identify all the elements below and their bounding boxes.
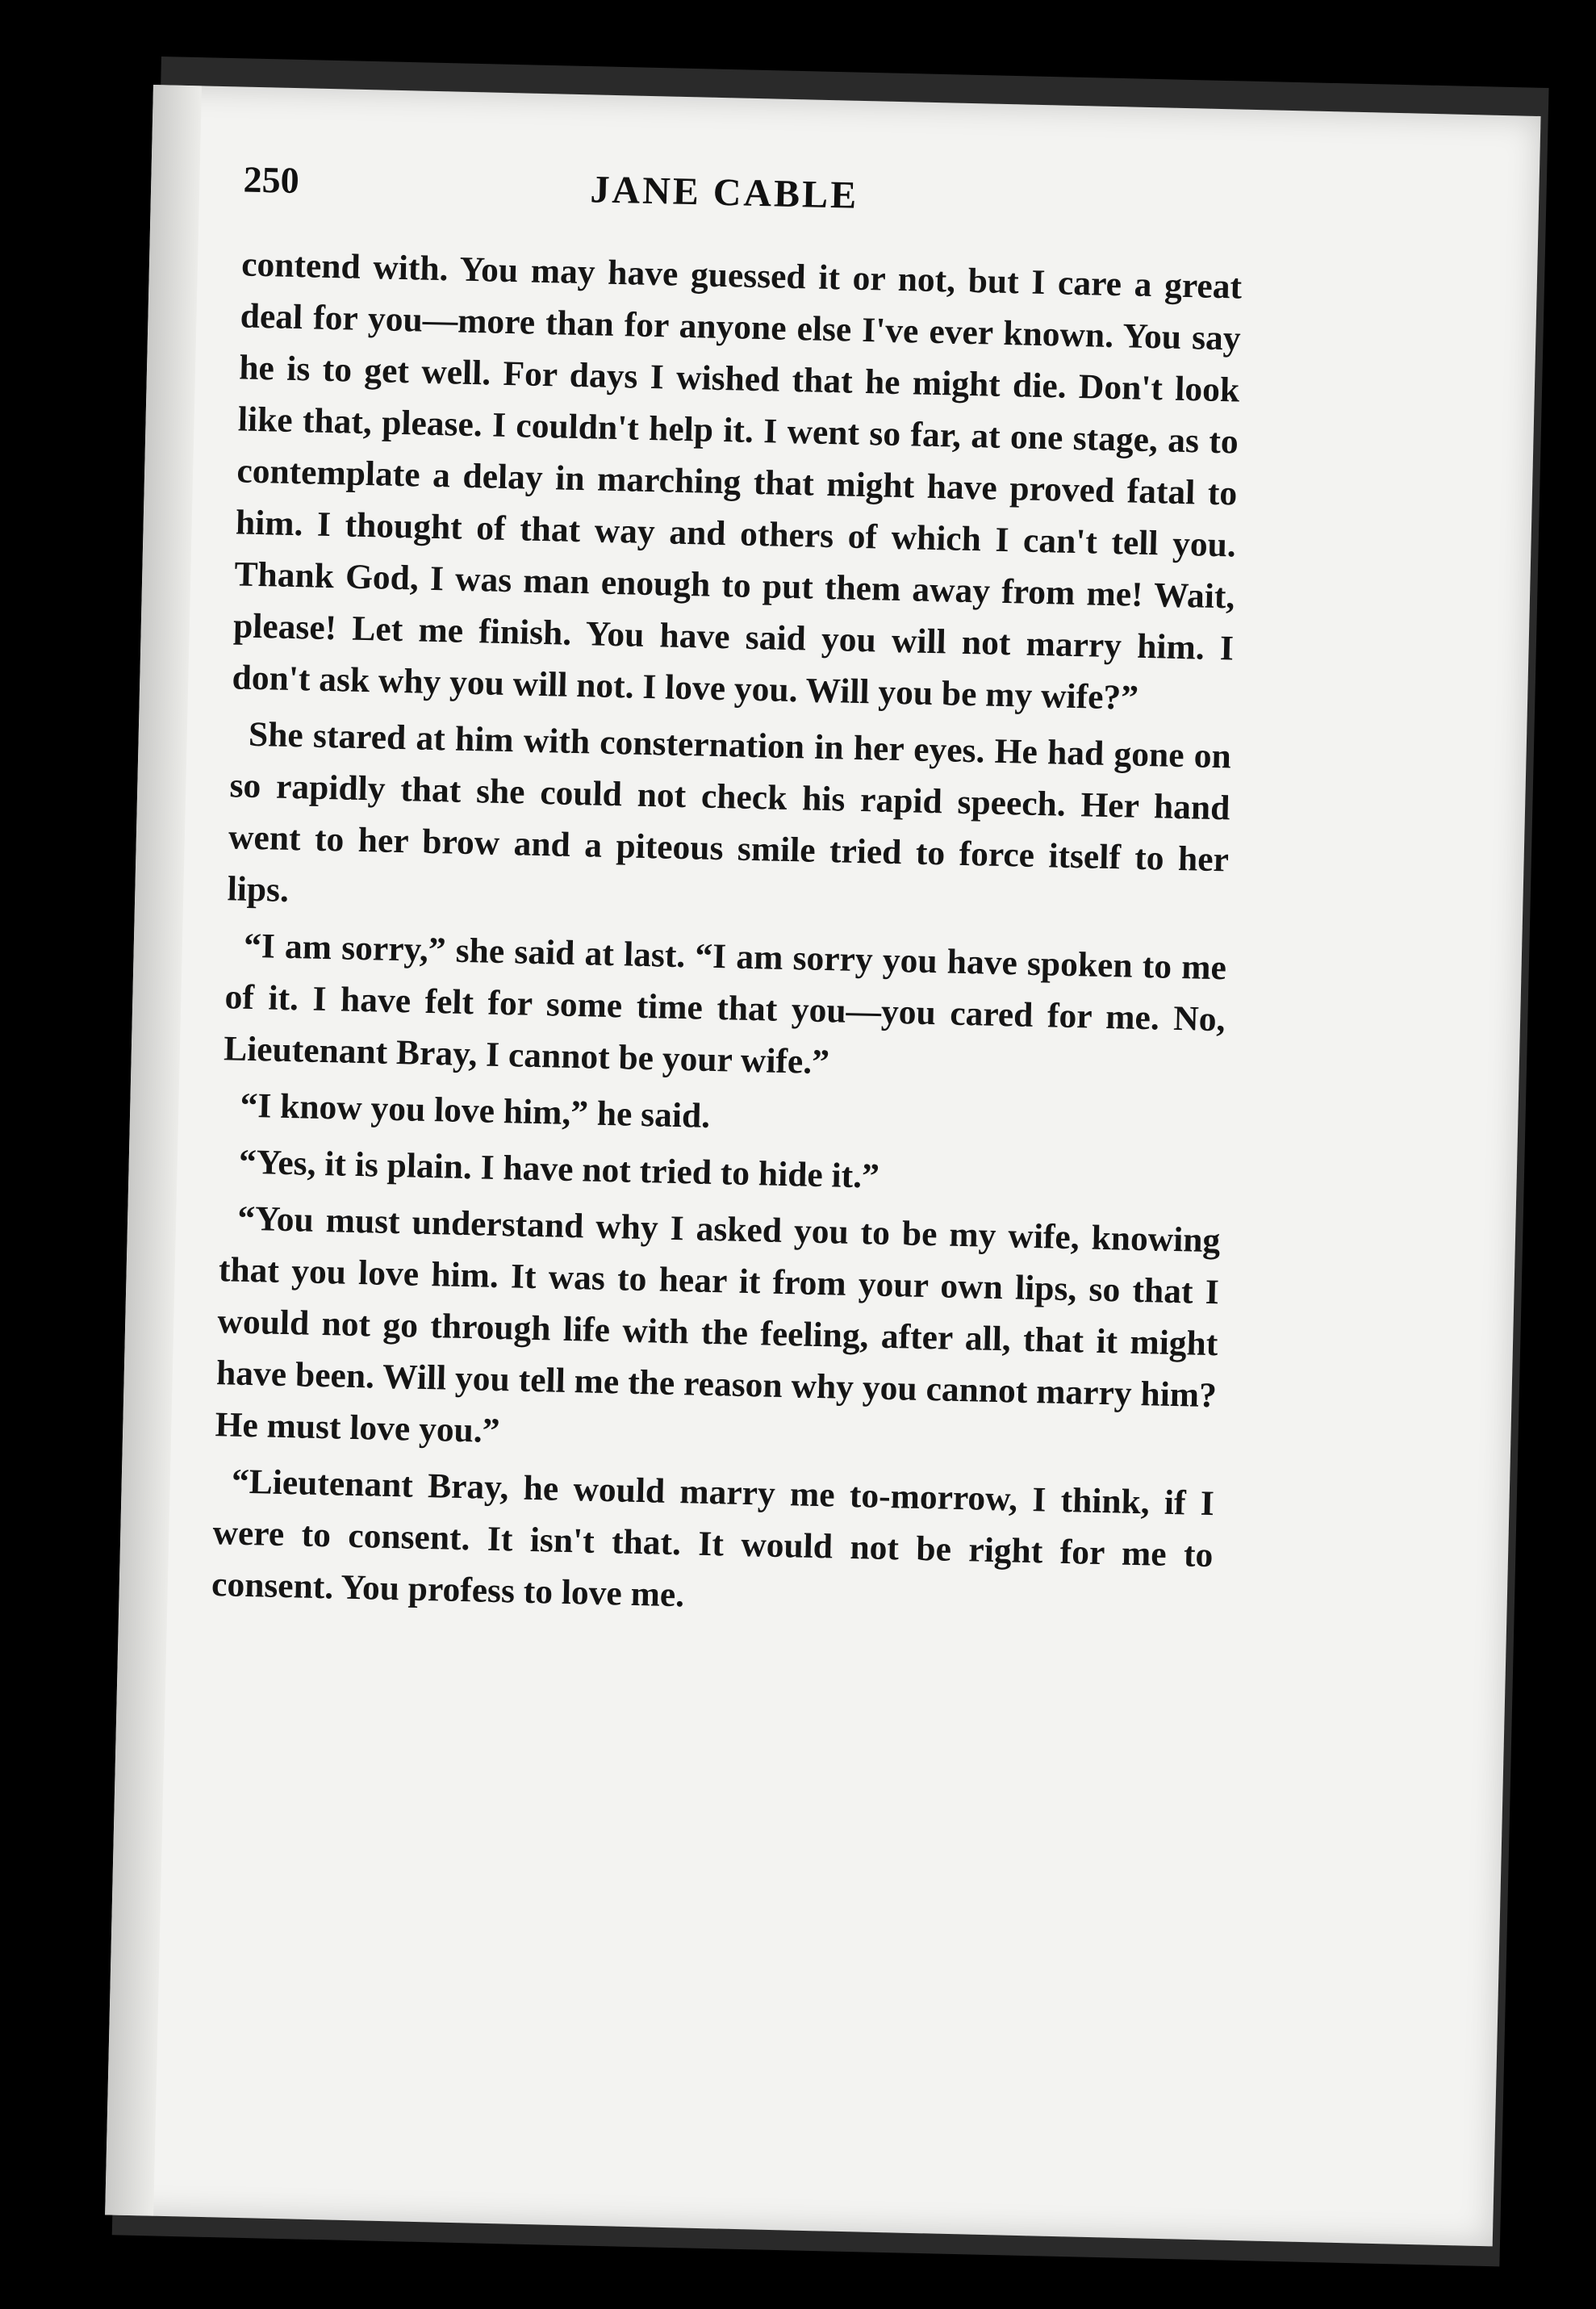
- paragraph: She stared at him with consternation in her eyes. He had gone on so rapidly that she could not check his rapid speech. Her hand went to her brow and a piteous smile tried to force itself to her lips.: [227, 714, 1232, 910]
- page-number: 250: [243, 158, 300, 202]
- paragraph: “I am sorry,” she said at last. “I am sorry you have spoken to me of it. I have felt for some time that you—you cared for me. No, Lieutenant Bray, I cannot be your wife.”: [223, 926, 1227, 1082]
- page-header: [242, 157, 1293, 253]
- body-text: [211, 238, 1242, 1638]
- paragraph: “I know you love him,” he said.: [240, 1085, 711, 1136]
- paragraph: “You must understand why I asked you to be my wife, knowing that you love him. It was to hear it from your own lips, so that I would not go through life with the feeling, after all, that it might have been. Will you tell me the reason why you cannot marry him? He must love you.”: [215, 1198, 1221, 1451]
- paragraph-continued: contend with. You may have guessed it or not, but I care a great deal for you—more than for anyone else I've ever known. You say he is to get well. For days I wished that he might die. Don't look like that, please. I couldn't help it. I went so far, at one stage, as to contemplate a delay in marching that might have proved fatal to him. I thought of that way and others of which I can't tell you. Thank God, I was man enough to put them away from me! Wait, please! Let me finish. You have said you will not marry him. I don't ask why you will not. I love you. Will you be my wife?”: [232, 245, 1243, 717]
- paragraph: “Yes, it is plain. I have not tried to hide it.”: [238, 1142, 880, 1196]
- running-head: JANE CABLE: [589, 168, 859, 217]
- paragraph: “Lieutenant Bray, he would marry me to-morrow, I think, if I were to consent. It isn't that. It would not be right for me to consent. You profess to love me.: [211, 1462, 1215, 1615]
